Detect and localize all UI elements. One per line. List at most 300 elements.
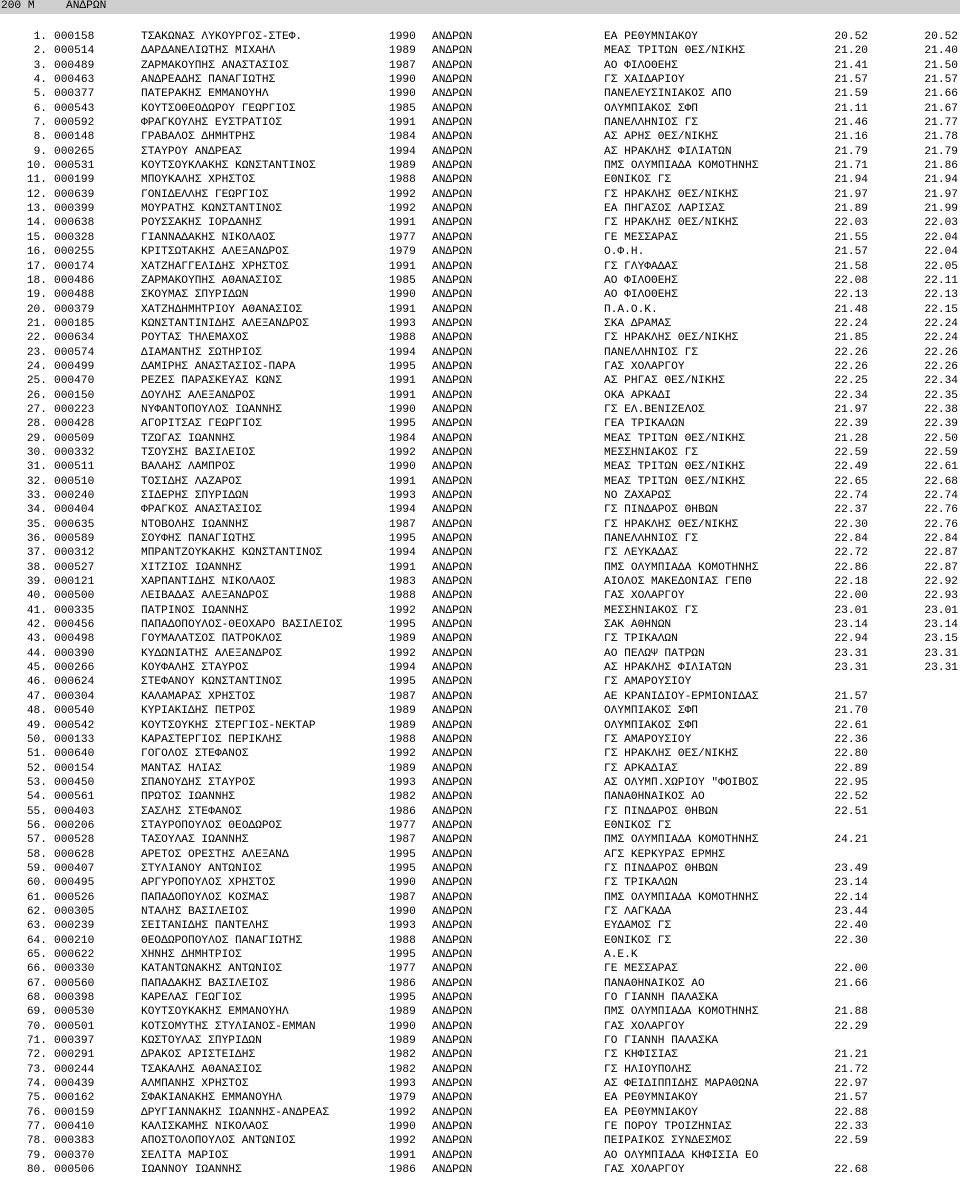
athlete-id: 000501: [54, 1020, 95, 1033]
category: ΑΝΔΡΩΝ: [432, 1106, 473, 1119]
club: ΠΜΣ ΟΛΥΜΠΙΑΔΑ ΚΟΜΟΤΗΝΗΣ: [604, 160, 759, 173]
table-row: [0, 317, 960, 331]
rank: 46.: [26, 676, 47, 689]
athlete-name: ΚΩΝΣΤΑΝΤΙΝΙΔΗΣ ΑΛΕΞΑΝΔΡΟΣ: [141, 317, 309, 330]
athlete-id: 000439: [54, 1078, 95, 1091]
rank: 27.: [26, 403, 47, 416]
club: ΑΣ ΗΡΑΚΛΗΣ ΦΙΛΙΑΤΩΝ: [604, 662, 732, 675]
birth-year: 1986: [389, 977, 416, 990]
table-row: [0, 977, 960, 991]
table-row: [0, 647, 960, 661]
event-category: ΑΝΔΡΩΝ: [66, 0, 107, 12]
birth-year: 1991: [389, 475, 416, 488]
table-row: [0, 1163, 960, 1177]
birth-year: 1995: [389, 862, 416, 875]
club: ΑΟ ΟΛΥΜΠΙΑΔΑ ΚΗΦΙΣΙΑ ΕΟ: [604, 1149, 759, 1162]
athlete-name: ΚΥΡΙΑΚΙΔΗΣ ΠΕΤΡΟΣ: [141, 705, 256, 718]
season-best: 21.79: [834, 145, 868, 158]
season-best: 21.94: [834, 174, 868, 187]
athlete-name: ΔΑΜΙΡΗΣ ΑΝΑΣΤΑΣΙΟΣ-ΠΑΡΑ: [141, 360, 296, 373]
season-best: 22.30: [834, 518, 868, 531]
category: ΑΝΔΡΩΝ: [432, 805, 473, 818]
athlete-name: ΡΟΥΤΑΣ ΤΗΛΕΜΑΧΟΣ: [141, 332, 249, 345]
athlete-name: ΣΤΑΥΡΟΥ ΑΝΔΡΕΑΣ: [141, 145, 242, 158]
club: ΑΟ ΦΙΛΟΘΕΗΣ: [604, 59, 678, 72]
season-best: 23.44: [834, 905, 868, 918]
athlete-name: ΠΑΠΑΔΟΠΟΥΛΟΣ ΚΟΣΜΑΣ: [141, 891, 269, 904]
table-row: [0, 632, 960, 646]
club: ΓΣ ΠΙΝΔΑΡΟΣ ΘΗΒΩΝ: [604, 805, 719, 818]
category: ΑΝΔΡΩΝ: [432, 332, 473, 345]
birth-year: 1990: [389, 403, 416, 416]
personal-best: 21.66: [924, 88, 958, 101]
athlete-id: 000162: [54, 1092, 95, 1105]
table-row: [0, 948, 960, 962]
category: ΑΝΔΡΩΝ: [432, 920, 473, 933]
season-best: 22.72: [834, 547, 868, 560]
birth-year: 1987: [389, 59, 416, 72]
birth-year: 1990: [389, 1121, 416, 1134]
athlete-name: ΡΟΥΣΣΑΚΗΣ ΙΟΡΔΑΝΗΣ: [141, 217, 262, 230]
athlete-name: ΚΑΤΑΝΤΩΝΑΚΗΣ ΑΝΤΩΝΙΟΣ: [141, 963, 282, 976]
athlete-name: ΧΑΤΖΗΑΓΓΕΛΙΔΗΣ ΧΡΗΣΤΟΣ: [141, 260, 289, 273]
personal-best: 21.78: [924, 131, 958, 144]
rank: 7.: [33, 117, 47, 130]
table-row: [0, 116, 960, 130]
athlete-name: ΜΠΡΑΝΤΖΟΥΚΑΚΗΣ ΚΩΝΣΤΑΝΤΙΝΟΣ: [141, 547, 323, 560]
club: ΠΑΝΑΘΗΝΑΙΚΟΣ ΑΟ: [604, 977, 705, 990]
athlete-name: ΔΑΡΔΑΝΕΛΙΩΤΗΣ ΜΙΧΑΗΛ: [141, 45, 276, 58]
rank: 12.: [26, 188, 47, 201]
table-row: [0, 288, 960, 302]
athlete-name: ΧΙΤΖΙΟΣ ΙΩΑΝΝΗΣ: [141, 561, 242, 574]
table-row: [0, 460, 960, 474]
category: ΑΝΔΡΩΝ: [432, 375, 473, 388]
athlete-name: ΚΟΥΦΑΛΗΣ ΣΤΑΥΡΟΣ: [141, 662, 249, 675]
category: ΑΝΔΡΩΝ: [432, 633, 473, 646]
rank: 65.: [26, 949, 47, 961]
birth-year: 1994: [389, 145, 416, 158]
club: ΓΣ ΠΙΝΔΑΡΟΣ ΘΗΒΩΝ: [604, 862, 719, 875]
season-best: 21.66: [834, 977, 868, 990]
athlete-id: 000239: [54, 920, 95, 933]
table-row: [0, 360, 960, 374]
rank: 25.: [26, 375, 47, 388]
category: ΑΝΔΡΩΝ: [432, 891, 473, 904]
season-best: 24.21: [834, 834, 868, 847]
personal-best: 21.67: [924, 102, 958, 115]
birth-year: 1991: [389, 561, 416, 574]
athlete-id: 000410: [54, 1121, 95, 1134]
birth-year: 1982: [389, 1063, 416, 1076]
birth-year: 1977: [389, 819, 416, 832]
athlete-name: ΚΟΥΤΣΟΘΕΟΔΩΡΟΥ ΓΕΩΡΓΙΟΣ: [141, 102, 296, 115]
athlete-name: ΛΕΙΒΑΔΑΣ ΑΛΕΞΑΝΔΡΟΣ: [141, 590, 269, 603]
birth-year: 1990: [389, 1020, 416, 1033]
rank: 73.: [26, 1063, 47, 1076]
athlete-name: ΚΑΛΑΜΑΡΑΣ ΧΡΗΣΤΟΣ: [141, 690, 256, 703]
rank: 51.: [26, 748, 47, 761]
athlete-id: 000527: [54, 561, 95, 574]
personal-best: 21.94: [924, 174, 958, 187]
club: ΓΕ ΠΟΡΟΥ ΤΡΟΙΖΗΝΙΑΣ: [604, 1121, 732, 1134]
club: ΟΚΑ ΑΡΚΑΔΙ: [604, 389, 672, 402]
athlete-name: ΠΡΩΤΟΣ ΙΩΑΝΝΗΣ: [141, 791, 235, 804]
birth-year: 1990: [389, 289, 416, 302]
birth-year: 1992: [389, 446, 416, 459]
rank: 37.: [26, 547, 47, 560]
personal-best: 22.92: [924, 576, 958, 589]
club: ΕΑ ΠΗΓΑΣΟΣ ΛΑΡΙΣΑΣ: [604, 203, 725, 216]
rank: 29.: [26, 432, 47, 445]
season-best: 21.85: [834, 332, 868, 345]
club: ΜΕΑΣ ΤΡΙΤΩΝ ΘΕΣ/ΝΙΚΗΣ: [604, 45, 745, 58]
rank: 3.: [33, 59, 47, 72]
birth-year: 1995: [389, 676, 416, 689]
personal-best: 22.61: [924, 461, 958, 474]
season-best: 22.39: [834, 418, 868, 431]
birth-year: 1995: [389, 992, 416, 1005]
club: ΑΟ ΠΕΛΩΨ ΠΑΤΡΩΝ: [604, 647, 705, 660]
athlete-id: 000210: [54, 934, 95, 947]
birth-year: 1991: [389, 1149, 416, 1162]
club: ΕΘΝΙΚΟΣ ΓΣ: [604, 174, 672, 187]
table-row: [0, 518, 960, 532]
category: ΑΝΔΡΩΝ: [432, 45, 473, 58]
category: ΑΝΔΡΩΝ: [432, 676, 473, 689]
table-row: [0, 503, 960, 517]
athlete-id: 000379: [54, 303, 95, 316]
club: ΟΛΥΜΠΙΑΚΟΣ ΣΦΠ: [604, 705, 698, 718]
club: ΓΟ ΓΙΑΝΝΗ ΠΑΛΑΣΚΑ: [604, 992, 719, 1005]
table-row: [0, 1120, 960, 1134]
season-best: 23.01: [834, 604, 868, 617]
athlete-id: 000154: [54, 762, 95, 775]
birth-year: 1991: [389, 117, 416, 130]
club: ΓΣ ΗΡΑΚΛΗΣ ΘΕΣ/ΝΙΚΗΣ: [604, 217, 739, 230]
personal-best: 22.59: [924, 446, 958, 459]
rank: 56.: [26, 819, 47, 832]
athlete-id: 000330: [54, 963, 95, 976]
birth-year: 1989: [389, 1006, 416, 1019]
season-best: 21.71: [834, 160, 868, 173]
table-row: [0, 346, 960, 360]
club: ΑΓΣ ΚΕΡΚΥΡΑΣ ΕΡΜΗΣ: [604, 848, 725, 861]
personal-best: 20.52: [924, 31, 958, 43]
rank: 19.: [26, 289, 47, 302]
table-row: [0, 73, 960, 87]
table-row: [0, 130, 960, 144]
table-row: [0, 919, 960, 933]
personal-best: 23.31: [924, 647, 958, 660]
athlete-name: ΑΓΟΡΙΤΣΑΣ ΓΕΩΡΓΙΟΣ: [141, 418, 262, 431]
category: ΑΝΔΡΩΝ: [432, 317, 473, 330]
birth-year: 1994: [389, 547, 416, 560]
season-best: 21.57: [834, 74, 868, 87]
athlete-id: 000561: [54, 791, 95, 804]
rank: 47.: [26, 690, 47, 703]
rank: 16.: [26, 246, 47, 259]
table-row: [0, 44, 960, 58]
personal-best: 22.24: [924, 317, 958, 330]
table-row: [0, 188, 960, 202]
category: ΑΝΔΡΩΝ: [432, 604, 473, 617]
athlete-name: ΑΛΜΠΑΝΗΣ ΧΡΗΣΤΟΣ: [141, 1078, 249, 1091]
athlete-id: 000514: [54, 45, 95, 58]
season-best: 22.03: [834, 217, 868, 230]
table-row: [0, 905, 960, 919]
club: ΓΕΑ ΤΡΙΚΑΛΩΝ: [604, 418, 685, 431]
club: ΑΣ ΗΡΑΚΛΗΣ ΦΙΛΙΑΤΩΝ: [604, 145, 732, 158]
athlete-name: ΚΡΙΤΣΩΤΑΚΗΣ ΑΛΕΞΑΝΔΡΟΣ: [141, 246, 289, 259]
season-best: 22.37: [834, 504, 868, 517]
birth-year: 1995: [389, 533, 416, 546]
birth-year: 1986: [389, 1164, 416, 1177]
athlete-id: 000397: [54, 1035, 95, 1048]
event-title: 200 M: [1, 0, 35, 12]
category: ΑΝΔΡΩΝ: [432, 949, 473, 961]
birth-year: 1991: [389, 303, 416, 316]
athlete-id: 000390: [54, 647, 95, 660]
rank: 48.: [26, 705, 47, 718]
category: ΑΝΔΡΩΝ: [432, 418, 473, 431]
season-best: 21.59: [834, 88, 868, 101]
athlete-name: ΤΣΑΚΩΝΑΣ ΛΥΚΟΥΡΓΟΣ-ΣΤΕΦ.: [141, 31, 303, 43]
rank: 59.: [26, 862, 47, 875]
rank: 68.: [26, 992, 47, 1005]
personal-best: 22.50: [924, 432, 958, 445]
club: ΕΥΔΑΜΟΣ ΓΣ: [604, 920, 672, 933]
birth-year: 1988: [389, 590, 416, 603]
season-best: 21.88: [834, 1006, 868, 1019]
category: ΑΝΔΡΩΝ: [432, 389, 473, 402]
athlete-name: ΤΣΟΥΣΗΣ ΒΑΣΙΛΕΙΟΣ: [141, 446, 256, 459]
rank: 42.: [26, 619, 47, 632]
athlete-name: ΣΦΑΚΙΑΝΑΚΗΣ ΕΜΜΑΝΟΥΗΛ: [141, 1092, 282, 1105]
athlete-id: 000526: [54, 891, 95, 904]
athlete-id: 000335: [54, 604, 95, 617]
athlete-name: ΓΟΓΟΛΟΣ ΣΤΕΦΑΝΟΣ: [141, 748, 249, 761]
rank: 26.: [26, 389, 47, 402]
rank: 67.: [26, 977, 47, 990]
season-best: 22.00: [834, 590, 868, 603]
table-row: [0, 231, 960, 245]
club: Ο.Φ.Η.: [604, 246, 645, 259]
club: Α.Ε.Κ: [604, 949, 638, 961]
category: ΑΝΔΡΩΝ: [432, 1149, 473, 1162]
club: ΠΑΝΕΛΕΥΣΙΝΙΑΚΟΣ ΑΠΟ: [604, 88, 732, 101]
table-row: [0, 173, 960, 187]
athlete-id: 000635: [54, 518, 95, 531]
birth-year: 1987: [389, 518, 416, 531]
table-row: [0, 432, 960, 446]
category: ΑΝΔΡΩΝ: [432, 762, 473, 775]
athlete-name: ΣΟΥΦΗΣ ΠΑΝΑΓΙΩΤΗΣ: [141, 533, 256, 546]
category: ΑΝΔΡΩΝ: [432, 303, 473, 316]
birth-year: 1993: [389, 776, 416, 789]
table-row: [0, 962, 960, 976]
club: ΓΣ ΗΡΑΚΛΗΣ ΘΕΣ/ΝΙΚΗΣ: [604, 748, 739, 761]
table-row: [0, 532, 960, 546]
category: ΑΝΔΡΩΝ: [432, 862, 473, 875]
club: ΓΣ ΚΗΦΙΣΙΑΣ: [604, 1049, 678, 1062]
birth-year: 1994: [389, 662, 416, 675]
athlete-name: ΑΝΔΡΕΑΔΗΣ ΠΑΝΑΓΙΩΤΗΣ: [141, 74, 276, 87]
category: ΑΝΔΡΩΝ: [432, 748, 473, 761]
athlete-id: 000634: [54, 332, 95, 345]
rank: 79.: [26, 1149, 47, 1162]
athlete-name: ΦΡΑΓΚΟΣ ΑΝΑΣΤΑΣΙΟΣ: [141, 504, 262, 517]
rank: 72.: [26, 1049, 47, 1062]
season-best: 21.55: [834, 231, 868, 244]
athlete-id: 000305: [54, 905, 95, 918]
athlete-name: ΤΟΣΙΔΗΣ ΛΑΖΑΡΟΣ: [141, 475, 242, 488]
athlete-id: 000383: [54, 1135, 95, 1148]
season-best: 22.18: [834, 576, 868, 589]
table-row: [0, 202, 960, 216]
birth-year: 1995: [389, 418, 416, 431]
rank: 15.: [26, 231, 47, 244]
table-row: [0, 30, 960, 44]
personal-best: 22.13: [924, 289, 958, 302]
season-best: 22.80: [834, 748, 868, 761]
season-best: 21.41: [834, 59, 868, 72]
club: ΓΕ ΜΕΣΣΑΡΑΣ: [604, 231, 678, 244]
rank: 76.: [26, 1106, 47, 1119]
table-row: [0, 1034, 960, 1048]
category: ΑΝΔΡΩΝ: [432, 547, 473, 560]
athlete-name: ΠΑΠΑΔΟΠΟΥΛΟΣ-ΘΕΟΧΑΡΟ ΒΑΣΙΛΕΙΟΣ: [141, 619, 343, 632]
birth-year: 1987: [389, 891, 416, 904]
club: ΓΣ ΛΕΥΚΑΔΑΣ: [604, 547, 678, 560]
athlete-id: 000495: [54, 877, 95, 890]
athlete-name: ΣΑΣΛΗΣ ΣΤΕΦΑΝΟΣ: [141, 805, 242, 818]
athlete-name: ΣΤΕΦΑΝΟΥ ΚΩΝΣΤΑΝΤΙΝΟΣ: [141, 676, 282, 689]
birth-year: 1992: [389, 188, 416, 201]
category: ΑΝΔΡΩΝ: [432, 719, 473, 732]
athlete-name: ΣΕΛΙΤΑ ΜΑΡΙΟΣ: [141, 1149, 229, 1162]
rank: 64.: [26, 934, 47, 947]
athlete-id: 000639: [54, 188, 95, 201]
personal-best: 21.77: [924, 117, 958, 130]
athlete-name: ΣΤΥΛΙΑΝΟΥ ΑΝΤΩΝΙΟΣ: [141, 862, 262, 875]
club: Π.Α.Ο.Κ.: [604, 303, 658, 316]
season-best: 22.00: [834, 963, 868, 976]
category: ΑΝΔΡΩΝ: [432, 160, 473, 173]
table-row: [0, 489, 960, 503]
birth-year: 1977: [389, 231, 416, 244]
rank: 31.: [26, 461, 47, 474]
season-best: 22.26: [834, 346, 868, 359]
category: ΑΝΔΡΩΝ: [432, 174, 473, 187]
rank: 28.: [26, 418, 47, 431]
club: ΠΜΣ ΟΛΥΜΠΙΑΔΑ ΚΟΜΟΤΗΝΗΣ: [604, 1006, 759, 1019]
athlete-name: ΚΩΣΤΟΥΛΑΣ ΣΠΥΡΙΔΩΝ: [141, 1035, 262, 1048]
personal-best: 21.79: [924, 145, 958, 158]
club: ΓΣ ΗΡΑΚΛΗΣ ΘΕΣ/ΝΙΚΗΣ: [604, 518, 739, 531]
athlete-id: 000370: [54, 1149, 95, 1162]
athlete-id: 000592: [54, 117, 95, 130]
table-row: [0, 331, 960, 345]
personal-best: 21.50: [924, 59, 958, 72]
athlete-id: 000509: [54, 432, 95, 445]
table-row: [0, 102, 960, 116]
athlete-name: ΚΑΛΙΣΚΑΜΗΣ ΝΙΚΟΛΑΟΣ: [141, 1121, 269, 1134]
rank: 9.: [33, 145, 47, 158]
season-best: 21.89: [834, 203, 868, 216]
birth-year: 1982: [389, 791, 416, 804]
table-row: [0, 690, 960, 704]
athlete-name: ΣΠΑΝΟΥΔΗΣ ΣΤΑΥΡΟΣ: [141, 776, 256, 789]
athlete-name: ΠΑΤΕΡΑΚΗΣ ΕΜΜΑΝΟΥΗΛ: [141, 88, 269, 101]
personal-best: 22.84: [924, 533, 958, 546]
category: ΑΝΔΡΩΝ: [432, 1006, 473, 1019]
season-best: 22.88: [834, 1106, 868, 1119]
birth-year: 1995: [389, 949, 416, 961]
athlete-name: ΙΩΑΝΝΟΥ ΙΩΑΝΝΗΣ: [141, 1164, 242, 1177]
athlete-id: 000450: [54, 776, 95, 789]
club: ΑΣ ΑΡΗΣ ΘΕΣ/ΝΙΚΗΣ: [604, 131, 719, 144]
table-row: [0, 1020, 960, 1034]
athlete-name: ΧΑΡΠΑΝΤΙΔΗΣ ΝΙΚΟΛΑΟΣ: [141, 576, 276, 589]
athlete-id: 000463: [54, 74, 95, 87]
rank: 36.: [26, 533, 47, 546]
athlete-id: 000560: [54, 977, 95, 990]
season-best: 22.61: [834, 719, 868, 732]
personal-best: 22.38: [924, 403, 958, 416]
season-best: 21.57: [834, 690, 868, 703]
table-row: [0, 704, 960, 718]
athlete-id: 000206: [54, 819, 95, 832]
season-best: 21.28: [834, 432, 868, 445]
birth-year: 1991: [389, 375, 416, 388]
club: ΠΜΣ ΟΛΥΜΠΙΑΔΑ ΚΟΜΟΤΗΝΗΣ: [604, 891, 759, 904]
season-best: 21.57: [834, 1092, 868, 1105]
club: ΑΕ ΚΡΑΝΙΔΙΟΥ-ΕΡΜΙΟΝΙΔΑΣ: [604, 690, 759, 703]
rank: 18.: [26, 274, 47, 287]
personal-best: 21.57: [924, 74, 958, 87]
category: ΑΝΔΡΩΝ: [432, 963, 473, 976]
birth-year: 1992: [389, 604, 416, 617]
category: ΑΝΔΡΩΝ: [432, 1078, 473, 1091]
athlete-id: 000428: [54, 418, 95, 431]
table-row: [0, 1005, 960, 1019]
birth-year: 1991: [389, 260, 416, 273]
athlete-id: 000530: [54, 1006, 95, 1019]
club: ΑΟ ΦΙΛΟΘΕΗΣ: [604, 289, 678, 302]
table-row: [0, 589, 960, 603]
category: ΑΝΔΡΩΝ: [432, 432, 473, 445]
athlete-id: 000332: [54, 446, 95, 459]
table-row: [0, 675, 960, 689]
athlete-id: 000244: [54, 1063, 95, 1076]
athlete-id: 000404: [54, 504, 95, 517]
rank: 78.: [26, 1135, 47, 1148]
category: ΑΝΔΡΩΝ: [432, 403, 473, 416]
rank: 4.: [33, 74, 47, 87]
table-row: [0, 790, 960, 804]
rank: 21.: [26, 317, 47, 330]
athlete-id: 000185: [54, 317, 95, 330]
table-row: [0, 374, 960, 388]
athlete-id: 000640: [54, 748, 95, 761]
athlete-name: ΣΙΔΕΡΗΣ ΣΠΥΡΙΔΩΝ: [141, 490, 249, 502]
category: ΑΝΔΡΩΝ: [432, 1020, 473, 1033]
rank: 53.: [26, 776, 47, 789]
category: ΑΝΔΡΩΝ: [432, 1135, 473, 1148]
birth-year: 1982: [389, 1049, 416, 1062]
athlete-id: 000255: [54, 246, 95, 259]
